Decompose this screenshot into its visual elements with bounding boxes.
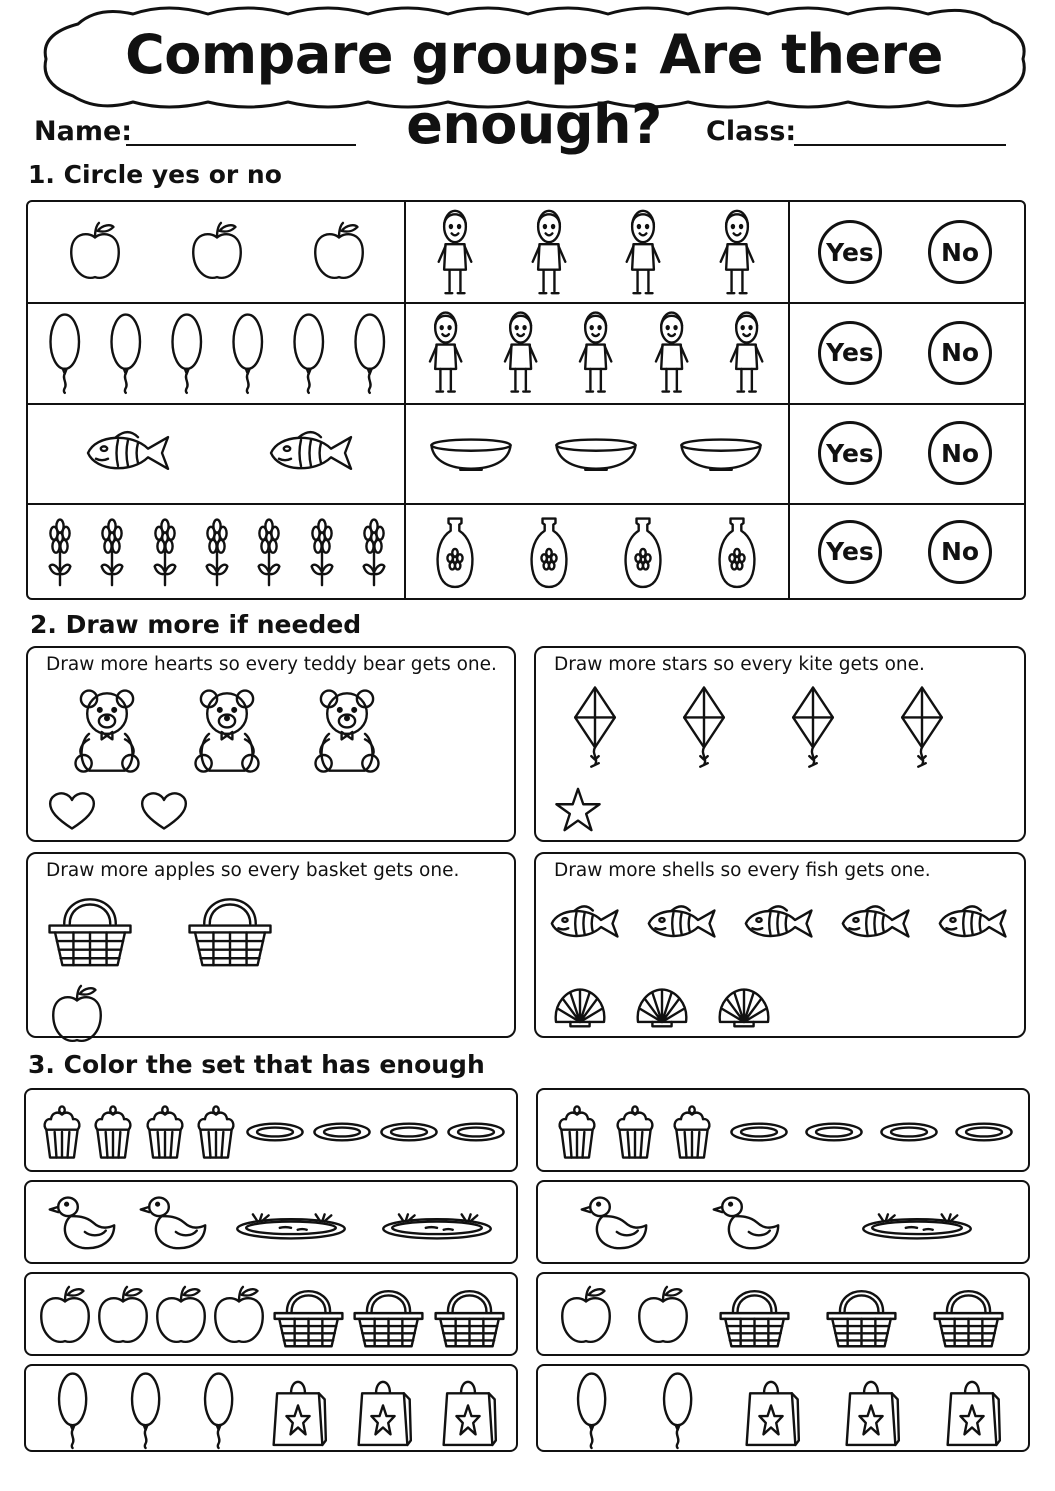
basket-icon	[716, 1280, 793, 1352]
bowl-icon	[551, 425, 641, 481]
fish-icon	[259, 417, 359, 489]
color-set-box[interactable]	[536, 1180, 1030, 1264]
child-icon	[515, 203, 583, 301]
duck-icon	[711, 1191, 781, 1257]
class-label: Class:	[706, 116, 797, 147]
kite-icon	[673, 684, 735, 772]
apple-icon	[184, 219, 250, 285]
basket-icon	[184, 886, 276, 972]
draw-more-prompt: Draw more shells so every fish gets one.	[554, 860, 931, 881]
apple-icon	[44, 982, 110, 1048]
child-icon	[413, 305, 478, 399]
apple-icon	[553, 1283, 619, 1349]
color-set-box[interactable]	[536, 1088, 1030, 1172]
balloon-icon	[50, 1372, 95, 1448]
no-option[interactable]: No	[928, 321, 992, 385]
flower-icon	[197, 516, 237, 588]
shell-icon	[632, 982, 692, 1036]
child-icon	[609, 203, 677, 301]
balloon-icon	[196, 1372, 241, 1448]
cupcake-icon	[612, 1103, 658, 1161]
cupcake-icon	[193, 1103, 239, 1161]
fish-icon	[542, 894, 624, 953]
plate-icon	[879, 1116, 939, 1148]
plate-icon	[804, 1116, 864, 1148]
page-title: Compare groups: Are there enough?	[125, 23, 943, 156]
bowl-icon	[426, 425, 516, 481]
gift-bag-icon	[439, 1372, 497, 1448]
child-icon	[421, 203, 489, 301]
child-icon	[703, 203, 771, 301]
plate-icon	[446, 1116, 506, 1148]
duck-icon	[47, 1191, 117, 1257]
gift-bag-icon	[742, 1372, 800, 1448]
kite-icon	[891, 684, 953, 772]
shell-icon	[714, 982, 774, 1036]
color-set-box[interactable]	[24, 1364, 518, 1452]
draw-more-box[interactable]	[26, 646, 516, 842]
flower-icon	[354, 516, 394, 588]
apple-icon	[148, 1283, 214, 1349]
draw-more-box[interactable]	[534, 852, 1026, 1038]
vase-icon	[710, 514, 764, 590]
balloon-icon	[163, 313, 211, 393]
star-icon	[554, 786, 602, 834]
color-set-box[interactable]	[24, 1180, 518, 1264]
apple-icon	[90, 1283, 156, 1349]
teddy-bear-icon	[182, 686, 272, 778]
flower-icon	[40, 516, 80, 588]
plate-icon	[245, 1116, 305, 1148]
flower-icon	[92, 516, 132, 588]
duck-icon	[138, 1191, 208, 1257]
section3-heading: 3. Color the set that has enough	[28, 1050, 485, 1079]
basket-icon	[270, 1280, 347, 1352]
balloon-icon	[41, 313, 89, 393]
apple-icon	[32, 1283, 98, 1349]
cupcake-icon	[554, 1103, 600, 1161]
plate-icon	[312, 1116, 372, 1148]
circle-yes-no-table	[26, 200, 1026, 600]
child-icon	[639, 305, 704, 399]
vase-icon	[522, 514, 576, 590]
vase-icon	[428, 514, 482, 590]
fish-icon	[833, 894, 915, 953]
flower-icon	[249, 516, 289, 588]
gift-bag-icon	[842, 1372, 900, 1448]
apple-icon	[630, 1283, 696, 1349]
bowl-icon	[676, 425, 766, 481]
kite-icon	[564, 684, 626, 772]
fish-icon	[639, 894, 721, 953]
plate-icon	[729, 1116, 789, 1148]
section1-heading: 1. Circle yes or no	[28, 160, 282, 189]
color-set-box[interactable]	[24, 1272, 518, 1356]
yes-option[interactable]: Yes	[818, 220, 882, 284]
basket-icon	[350, 1280, 427, 1352]
draw-more-prompt: Draw more stars so every kite gets one.	[554, 654, 925, 675]
color-set-box[interactable]	[536, 1272, 1030, 1356]
draw-more-prompt: Draw more hearts so every teddy bear gets one.	[46, 654, 497, 675]
balloon-icon	[102, 313, 150, 393]
child-icon	[488, 305, 553, 399]
plate-icon	[954, 1116, 1014, 1148]
basket-icon	[44, 886, 136, 972]
cupcake-icon	[669, 1103, 715, 1161]
cupcake-icon	[39, 1103, 85, 1161]
color-set-box[interactable]	[24, 1088, 518, 1172]
balloon-icon	[569, 1372, 614, 1448]
cupcake-icon	[142, 1103, 188, 1161]
child-icon	[714, 305, 779, 399]
name-field[interactable]	[126, 144, 356, 146]
basket-icon	[431, 1280, 508, 1352]
teddy-bear-icon	[302, 686, 392, 778]
apple-icon	[62, 219, 128, 285]
yes-option[interactable]: Yes	[818, 520, 882, 584]
fish-icon	[76, 417, 176, 489]
balloon-icon	[285, 313, 333, 393]
no-option[interactable]: No	[928, 220, 992, 284]
pond-icon	[861, 1200, 973, 1248]
plate-icon	[379, 1116, 439, 1148]
apple-icon	[206, 1283, 272, 1349]
section2-heading: 2. Draw more if needed	[30, 610, 362, 639]
kite-icon	[782, 684, 844, 772]
fish-icon	[736, 894, 818, 953]
gift-bag-icon	[354, 1372, 412, 1448]
color-set-box[interactable]	[536, 1364, 1030, 1452]
balloon-icon	[655, 1372, 700, 1448]
name-label: Name:	[34, 116, 133, 147]
basket-icon	[930, 1280, 1007, 1352]
balloon-icon	[123, 1372, 168, 1448]
pond-icon	[235, 1200, 347, 1248]
child-icon	[563, 305, 628, 399]
flower-icon	[302, 516, 342, 588]
class-field[interactable]	[794, 144, 1006, 146]
heart-icon	[138, 788, 190, 834]
cupcake-icon	[90, 1103, 136, 1161]
heart-icon	[46, 788, 98, 834]
balloon-icon	[224, 313, 272, 393]
flower-icon	[145, 516, 185, 588]
draw-more-box[interactable]	[534, 646, 1026, 842]
no-option[interactable]: No	[928, 520, 992, 584]
yes-option[interactable]: Yes	[818, 321, 882, 385]
no-option[interactable]: No	[928, 421, 992, 485]
gift-bag-icon	[269, 1372, 327, 1448]
teddy-bear-icon	[62, 686, 152, 778]
gift-bag-icon	[943, 1372, 1001, 1448]
balloon-icon	[346, 313, 394, 393]
shell-icon	[550, 982, 610, 1036]
vase-icon	[616, 514, 670, 590]
fish-icon	[930, 894, 1012, 953]
yes-option[interactable]: Yes	[818, 421, 882, 485]
basket-icon	[823, 1280, 900, 1352]
duck-icon	[579, 1191, 649, 1257]
draw-more-prompt: Draw more apples so every basket gets one.	[46, 860, 460, 881]
draw-more-box[interactable]	[26, 852, 516, 1038]
pond-icon	[381, 1200, 493, 1248]
apple-icon	[306, 219, 372, 285]
